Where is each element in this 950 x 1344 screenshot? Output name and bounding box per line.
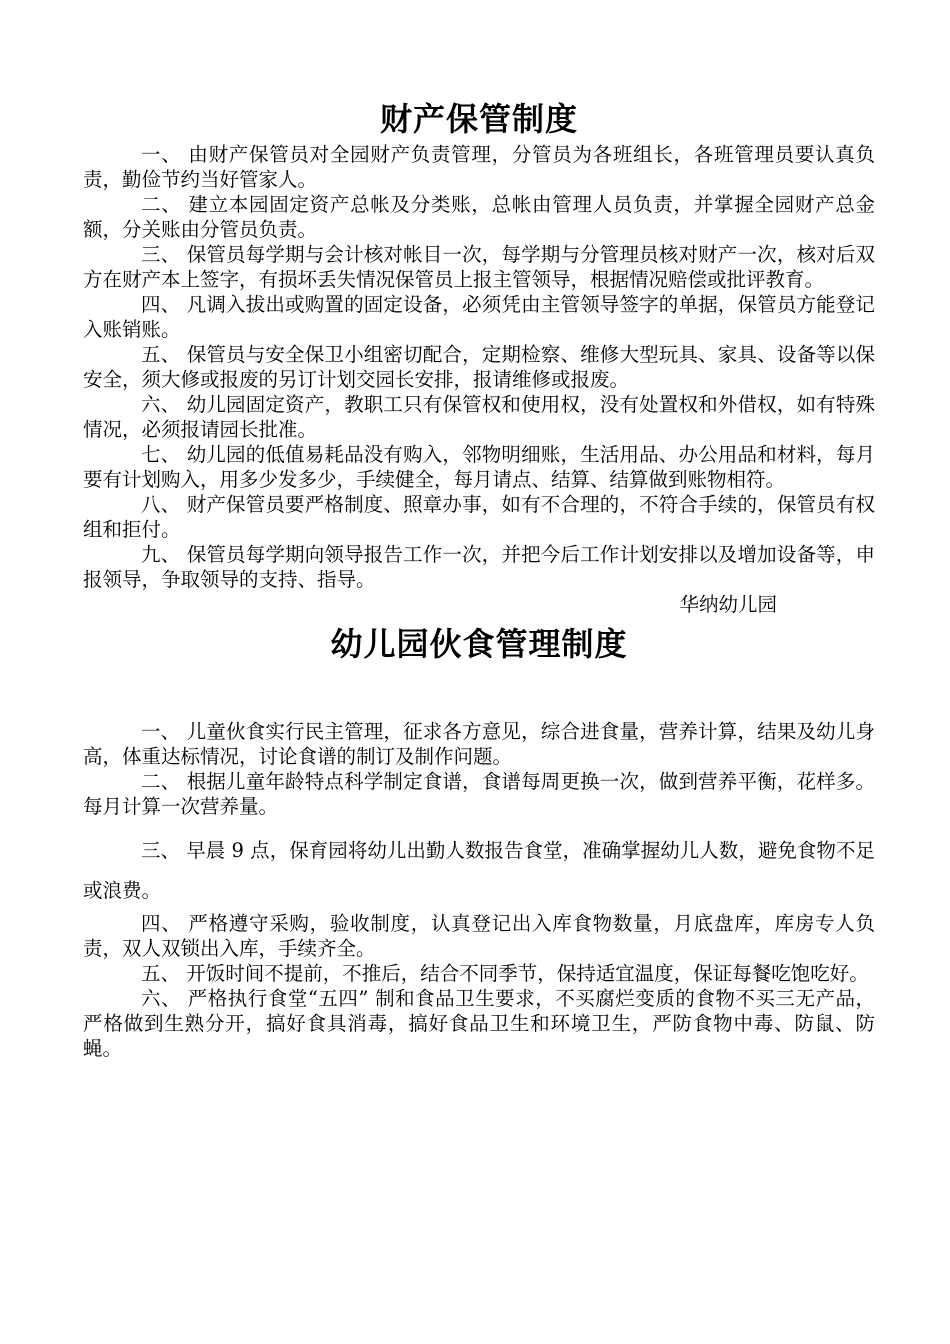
section1-paragraph-7: 七、 幼儿园的低值易耗品没有购入，邻物明细账，生活用品、办公用品和材料，每月要有计划购入，用多少发多少，手续健全，每月请点、结算、结算做到账物相符。 bbox=[83, 443, 875, 491]
section1-title: 财产保管制度 bbox=[379, 100, 578, 138]
section1-paragraph-3: 三、 保管员每学期与会计核对帐目一次，每学期与分管理员核对财产一次，核对后双方在财产本上签字，有损坏丢失情况保管员上报主管领导，根据情况赔偿或批评教育。 bbox=[83, 243, 875, 291]
section2-paragraph-2: 二、 根据儿童年龄特点科学制定食谱，食谱每周更换一次，做到营养平衡，花样多。每月计算一次营养量。 bbox=[83, 770, 875, 818]
section2-paragraph-3: 三、 早晨 9 点，保育园将幼儿出勤人数报告食堂，准确掌握幼儿人数，避免食物不足或浪费。 bbox=[83, 839, 875, 902]
section2-paragraph-6: 六、 严格执行食堂“五四” 制和食品卫生要求，不买腐烂变质的食物不买三无产品，严格做到生熟分开，搞好食具消毒，搞好食品卫生和环境卫生，严防食物中毒、防鼠、防蝇。 bbox=[83, 987, 875, 1060]
section1-paragraph-6: 六、 幼儿园固定资产，教职工只有保管权和使用权，没有处置权和外借权，如有特殊情况，必须报请园长批准。 bbox=[83, 393, 875, 441]
section2-paragraph-4: 四、 严格遵守采购，验收制度，认真登记出入库食物数量，月底盘库，库房专人负责，双人双锁出入库，手续齐全。 bbox=[83, 912, 875, 960]
signature: 华纳幼儿园 bbox=[679, 593, 777, 616]
section1-paragraph-8: 八、 财产保管员要严格制度、照章办事，如有不合理的，不符合手续的，保管员有权组和拒付。 bbox=[83, 493, 875, 541]
section2-paragraph-5: 五、 开饭时间不提前，不推后，结合不同季节，保持适宜温度，保证每餐吃饱吃好。 bbox=[141, 962, 869, 985]
section2-paragraph-1: 一、 儿童伙食实行民主管理，征求各方意见，综合进食量，营养计算，结果及幼儿身高，体重达标情况，讨论食谱的制订及制作问题。 bbox=[83, 720, 875, 768]
section1-paragraph-4: 四、 凡调入拔出或购置的固定设备，必须凭由主管领导签字的单据，保管员方能登记入账销账。 bbox=[83, 293, 875, 341]
section2-title: 幼儿园伙食管理制度 bbox=[330, 625, 628, 663]
section1-paragraph-2: 二、 建立本园固定资产总帐及分类账，总帐由管理人员负责，并掌握全园财产总金额，分关账由分管员负责。 bbox=[83, 193, 875, 241]
section1-paragraph-5: 五、 保管员与安全保卫小组密切配合，定期检察、维修大型玩具、家具、设备等以保安全，须大修或报废的另订计划交园长安排，报请维修或报废。 bbox=[83, 343, 875, 391]
document-page bbox=[83, 96, 875, 1061]
section-spacer bbox=[83, 667, 875, 719]
section1-paragraph-9: 九、 保管员每学期向领导报告工作一次，并把今后工作计划安排以及增加设备等，申报领导，争取领导的支持、指导。 bbox=[83, 543, 875, 591]
section1-paragraph-1: 一、 由财产保管员对全园财产负责管理，分管员为各班组长，各班管理员要认真负责，勤俭节约当好管家人。 bbox=[83, 143, 875, 191]
